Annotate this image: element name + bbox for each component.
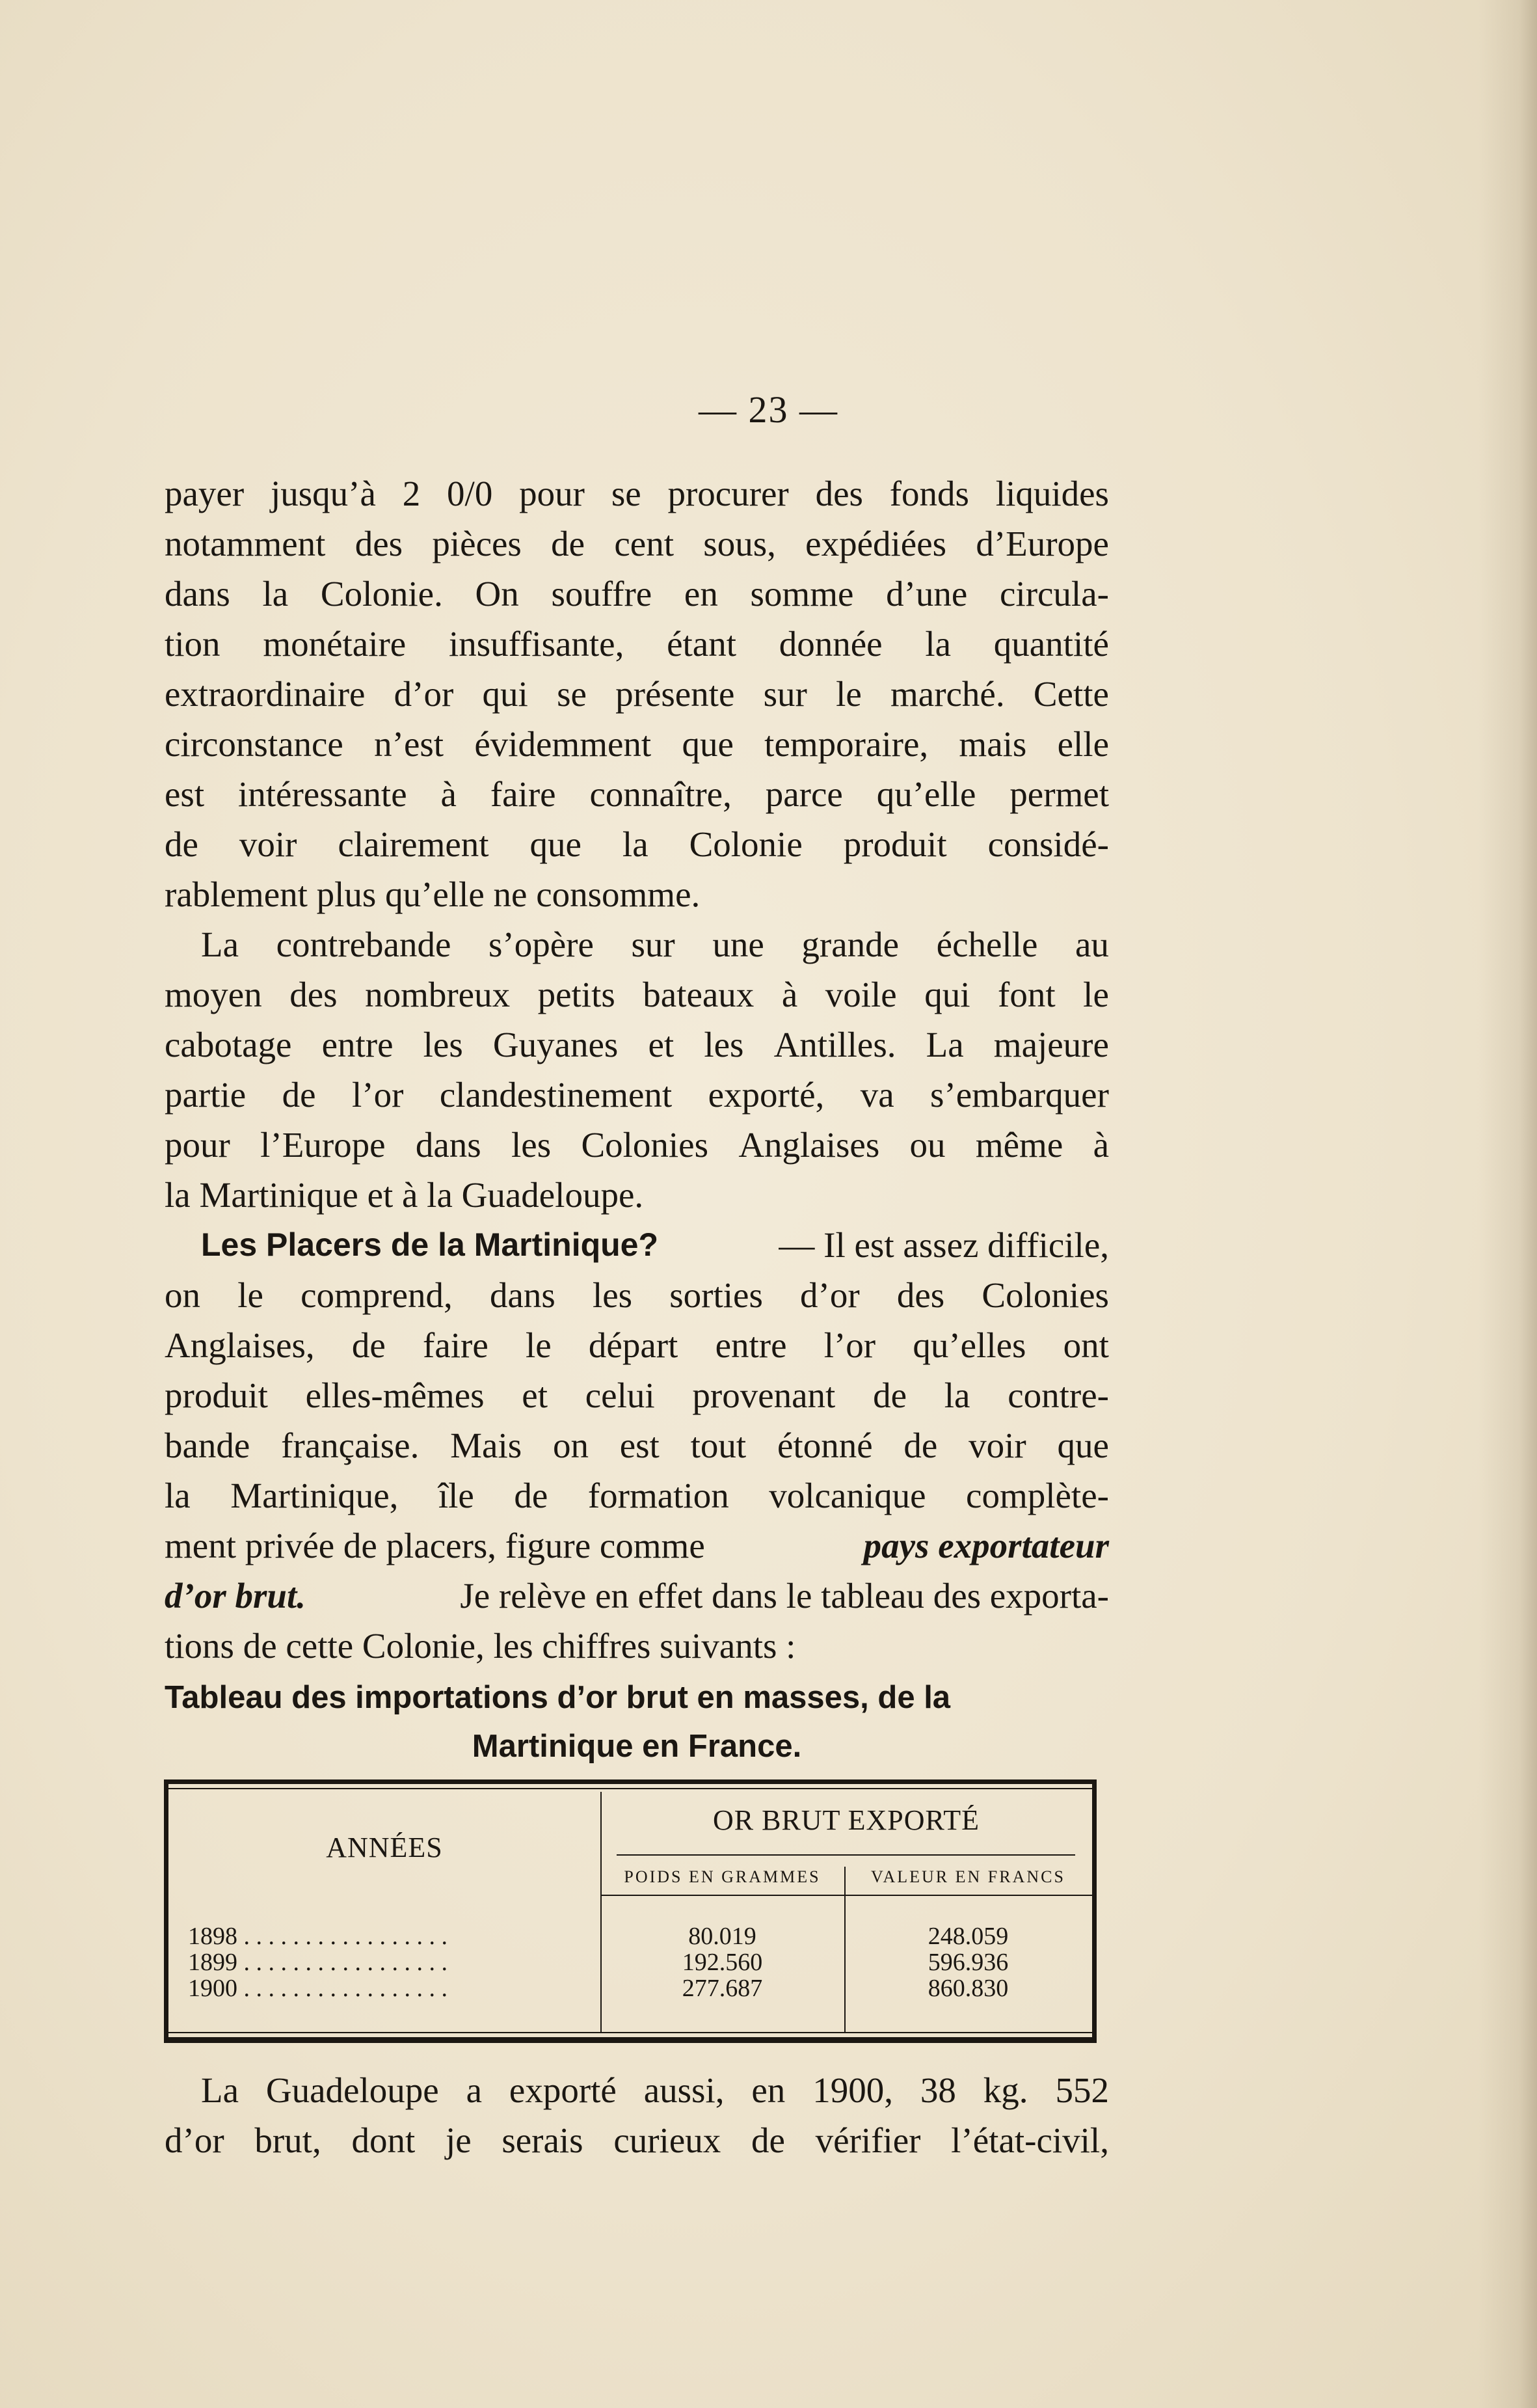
header-weight: POIDS EN GRAMMES [624,1867,821,1886]
section-heading: Les Placers de la Martinique? [201,1226,659,1263]
text-line: rablement plus qu’elle ne consomme. [165,874,701,914]
text-line-mixed [165,1521,1109,1571]
table-title-line-2: Martinique en France. [472,1729,802,1764]
text-span: ment privée de placers, figure comme [165,1526,705,1565]
text-line: Anglaises, de faire le départ entre l’or qu’elles ont [165,1325,1109,1365]
data-table [164,1779,1097,2043]
table-row-year: 1899 . . . . . . . . . . . . . . . . . [188,1949,448,1975]
text-line: notamment des pièces de cent sous, expédiées d’Europe [165,524,1109,563]
text-line: d’or brut, dont je serais curieux de vérifier l’état-civil, [165,2120,1109,2160]
text-line: tion monétaire insuffisante, étant donnée la quantité [165,624,1109,664]
text-line: pour l’Europe dans les Colonies Anglaises ou même à [165,1125,1109,1165]
table-cell-weight: 80.019 [688,1923,756,1950]
text-line: extraordinaire d’or qui se présente sur le marché. Cette [165,674,1109,714]
table-cell-value: 248.059 [928,1923,1009,1950]
text-line: partie de l’or clandestinement exporté, va s’embarquer [165,1075,1109,1115]
table-cell-value: 596.936 [928,1949,1009,1976]
table-row-year: 1900 . . . . . . . . . . . . . . . . . [188,1975,448,2001]
page-number: — 23 — [699,388,838,431]
text-line: on le comprend, dans les sorties d’or des Colonies [165,1275,1109,1315]
table-cell-weight: 277.687 [682,1975,763,2002]
closing-text [165,2065,1109,2165]
table-group-rule [617,1854,1075,1856]
table-header-rule [600,1895,1092,1896]
text-line: produit elles-mêmes et celui provenant de la contre- [165,1375,1109,1415]
body-text [165,468,1109,1671]
text-line: est intéressante à faire connaître, parce qu’elle permet [165,774,1109,814]
table-rule [168,1788,1092,1789]
table-cell-weight: 192.560 [682,1949,763,1976]
text-line: la Martinique et à la Guadeloupe. [165,1175,644,1215]
text-line: La Guadeloupe a exporté aussi, en 1900, 38 kg. 552 [201,2070,1109,2110]
text-line: dans la Colonie. On souffre en somme d’une circula- [165,574,1109,614]
text-line-mixed [165,1571,1109,1621]
text-line: payer jusqu’à 2 0/0 pour se procurer des fonds liquides [165,474,1109,513]
text-line: cabotage entre les Guyanes et les Antilles. La majeure [165,1025,1109,1064]
table-title [165,1673,1109,1771]
text-span: Je relève en effet dans le tableau des exporta- [460,1576,1109,1616]
italic-phrase: d’or brut. [165,1576,306,1616]
text-line: la Martinique, île de formation volcanique complète- [165,1476,1109,1515]
header-value: VALEUR EN FRANCS [871,1867,1065,1886]
italic-phrase: pays exportateur [863,1526,1109,1565]
heading-line-rest: — Il est assez difficile, [779,1225,1109,1265]
text-line: La contrebande s’opère sur une grande échelle au [201,925,1109,964]
header-gold-exported: OR BRUT EXPORTÉ [712,1804,980,1836]
text-line: bande française. Mais on est tout étonné de voir que [165,1426,1109,1465]
header-years: ANNÉES [326,1832,443,1863]
text-line: moyen des nombreux petits bateaux à voile qui font le [165,975,1109,1014]
table-rule [168,2032,1092,2033]
text-line: de voir clairement que la Colonie produit considé- [165,824,1109,864]
table-title-line-1: Tableau des importations d’or brut en masses, de la [165,1680,951,1715]
text-line: tions de cette Colonie, les chiffres suivants : [165,1626,796,1666]
page-edge-shadow [1478,0,1537,2408]
table-cell-value: 860.830 [928,1975,1009,2002]
table-row-year: 1898 . . . . . . . . . . . . . . . . . [188,1923,448,1949]
section-heading-line [165,1220,1109,1270]
text-line: circonstance n’est évidemment que temporaire, mais elle [165,724,1109,764]
